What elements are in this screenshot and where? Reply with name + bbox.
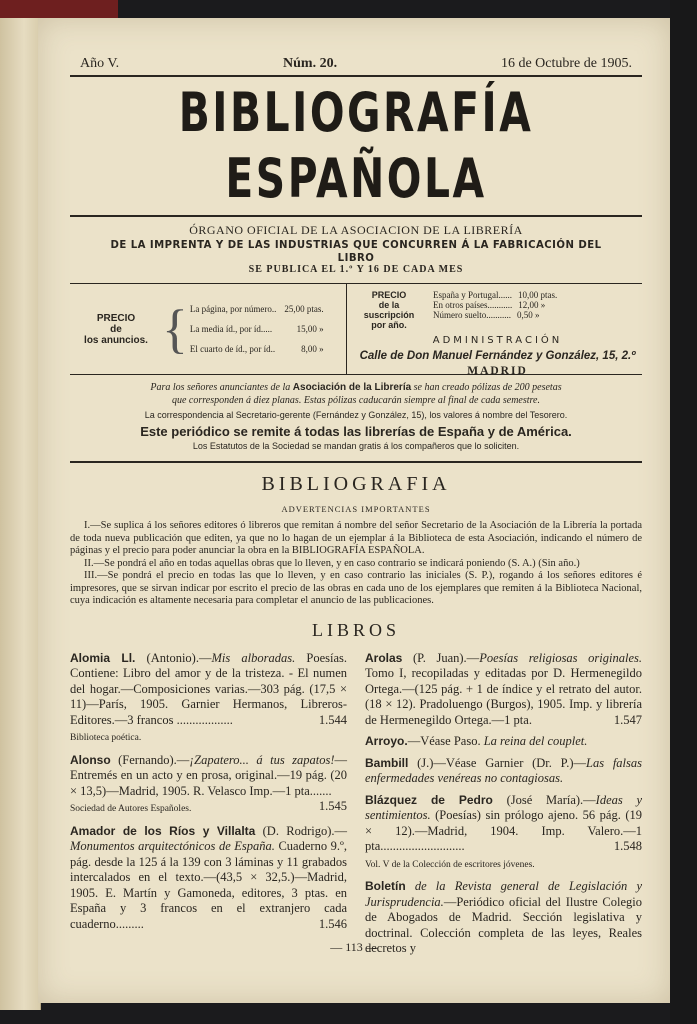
advertencias-text — [70, 520, 642, 608]
advertencia-1: I.—Se suplica á los señores editores ó libreros que remitan á nombre del señor Secretario de la Asociación de la Librería la portada de toda nueva publicación que editen, ya que no lo hagan de un ejemplar á la Biblioteca de esta Asociación, indicando el número de páginas y el precio para poder anunciar la obra en la BIBLIOGRAFÍA ESPAÑOLA. — [70, 520, 642, 556]
ad-row: La página, por número.. 25,00 ptas. — [189, 304, 324, 314]
ad-label-b: de — [110, 323, 122, 335]
header-rule — [70, 75, 642, 77]
ad-price-rows — [190, 299, 324, 359]
previous-page-edge — [0, 0, 41, 1010]
brace-glyph: { — [162, 299, 188, 359]
distribution-headline: Este periódico se remite á todas las librerías de España y de América. — [140, 424, 572, 439]
book-entry: Boletín de la Revista general de Legislación y Jurisprudencia.—Periódico oficial del Ilustre Colegio de Abogados de Madrid. Sección legislativa y doctrinal. Colección completa de las leyes, Reales decretos y — [365, 879, 642, 955]
statutes-note: Los Estatutos de la Sociedad se mandan gratis á los compañeros que lo soliciten. — [192, 441, 520, 451]
book-listing — [70, 651, 642, 963]
issue-number: Núm. 20. — [283, 56, 338, 71]
ad-row: La media íd., por íd..... 15,00 » — [189, 324, 324, 334]
ad-row: El cuarto de íd., por íd.. 8,00 » — [189, 344, 324, 354]
price-box — [70, 283, 642, 375]
document-page — [38, 18, 670, 1003]
administration-city: MADRID — [467, 365, 528, 377]
subscription-label: PRECIO de la suscripción por año. — [363, 290, 415, 330]
organ-line-2: DE LA IMPRENTA Y DE LAS INDUSTRIAS QUE CONCURREN Á LA FABRICACIÓN DEL LIBRO — [110, 238, 602, 264]
advertiser-notice: Para los señores anunciantes de la Asociación de la Librería se han creado pólizas de 200 pesetas que corresponden á diez planas. Estas pólizas caducarán siempre al final de cada semestre. La correspondencia al Secretario-gerente (Fernández y González, 15), los valores á nombre del Tesorero. — [70, 381, 642, 422]
issue-year: Año V. — [80, 56, 120, 71]
administration-heading: ADMINISTRACIÓN — [432, 335, 563, 346]
issue-header — [70, 56, 642, 72]
advertencia-2: II.—Se pondrá el año en todas aquellas obras que lo lleven, y en caso contrario se indicará poniendo (S. A.) (Sin año.) — [84, 557, 580, 569]
organ-line-1: ÓRGANO OFICIAL DE LA ASOCIACION DE LA LIBRERÍA — [189, 223, 523, 237]
section-rule — [70, 461, 642, 463]
advertencias-title: ADVERTENCIAS IMPORTANTES — [281, 504, 431, 514]
ad-price-label — [70, 313, 162, 346]
binding-stripe — [0, 0, 118, 18]
libros-title: LIBROS — [311, 619, 400, 640]
left-column — [70, 651, 347, 963]
masthead-rule — [70, 215, 642, 217]
book-entry: Alonso (Fernando).—¡Zapatero... á tus zapatos!—Entremés en un acto y en prosa, original.—19 pág. (20 × 13,5)—Madrid, 1905. R. Velasco Imp.—1 pta....... 1.545 Sociedad de Autores Españoles. — [70, 752, 347, 814]
book-entry: Amador de los Ríos y Villalta (D. Rodrigo).—Monumentos arquitectónicos de España. Cuaderno 9.º, pág. desde la 125 á la 139 con 3 láminas y 11 grabados intercalados en el texto.—(43,5 × 32,5.)—Madrid, 1905. E. Martín y Gamoneda, editores, 3 ptas. en España y 3 francos en el extranjero cada cuaderno......... 1.546 — [70, 823, 348, 931]
ad-label-c: los anuncios. — [84, 334, 148, 346]
issue-date: 16 de Octubre de 1905. — [500, 56, 632, 71]
page-number: — 113 — — [330, 940, 378, 954]
book-entry: Blázquez de Pedro (José María).—Ideas y sentimientos. (Poesías) sin prólogo ajeno. 56 pág. (19 × 12).—Madrid, 1904. Imp. Valero.—1 pta........................... 1.548 Vol. V de la Colección de escritores jóvenes. — [365, 792, 643, 870]
right-column — [365, 651, 642, 963]
background-edge — [670, 0, 697, 1024]
subscription-prices — [353, 290, 642, 330]
ad-label-a: PRECIO — [96, 312, 136, 324]
page-content — [70, 56, 642, 963]
section-title: BIBLIOGRAFIA — [261, 473, 451, 495]
masthead-title: BIBLIOGRAFÍA ESPAÑOLA — [178, 81, 534, 210]
book-entry: Bambill (J.)—Véase Garnier (Dr. P.)—Las falsas enfermedades venéreas no contagiosas. — [365, 755, 642, 785]
ad-prices — [70, 284, 347, 374]
book-entry: Arroyo.—Véase Paso. La reina del couplet. — [365, 734, 588, 748]
subscription-rows: España y Portugal...... 10,00 ptas. En otros países........... 12,00 » Número suelto........... 0,50 » — [433, 290, 558, 320]
organ-line-3: SE PUBLICA EL 1.º Y 16 DE CADA MES — [248, 264, 464, 275]
notice-line-3: La correspondencia al Secretario-gerente (Fernández y González, 15), los valores á nombre del Tesorero. — [144, 410, 568, 420]
book-entry: Arolas (P. Juan).—Poesías religiosas originales. Tomo I, recopiladas y editadas por D. Hermenegildo Ortega.—(125 pág. + 1 de índice y el retrato del autor. (18 × 12). Pradoluengo (Burgos), 1905. Imp. y librería de Hermenegildo Ortega.—1 pta. 1.547 — [365, 650, 642, 727]
administration-address: Calle de Don Manuel Fernández y González, 15, 2.º — [359, 350, 636, 362]
advertencia-3: III.—Se pondrá el precio en todas las que lo lleven, y en caso contrario las iniciales (S. P.), rogando á los señores editores é impresores, que se sirvan indicar por escrito el precio de las obras en cada uno de los ejemplares que remiten á la Biblioteca Nacional, cuya indicación es altamente necesaria para completar el anuncio de las publicaciones. — [70, 570, 642, 606]
subscription-info — [347, 284, 642, 377]
book-entry: Alomia Ll. (Antonio).—Mis alboradas. Poesías. Contiene: Libro del amor y de la tristeza. - El numen del hogar.—Composiciones varias.—303 pág. (17,5 × 11)—París, 1905. Garnier Hermanos, Libreros-Editores.—3 francos .................. 1.544 Biblioteca poética. — [70, 650, 348, 743]
notice-line-2: que corresponden á diez planas. Estas pólizas caducarán siempre al final de cada semestre. — [171, 395, 540, 406]
